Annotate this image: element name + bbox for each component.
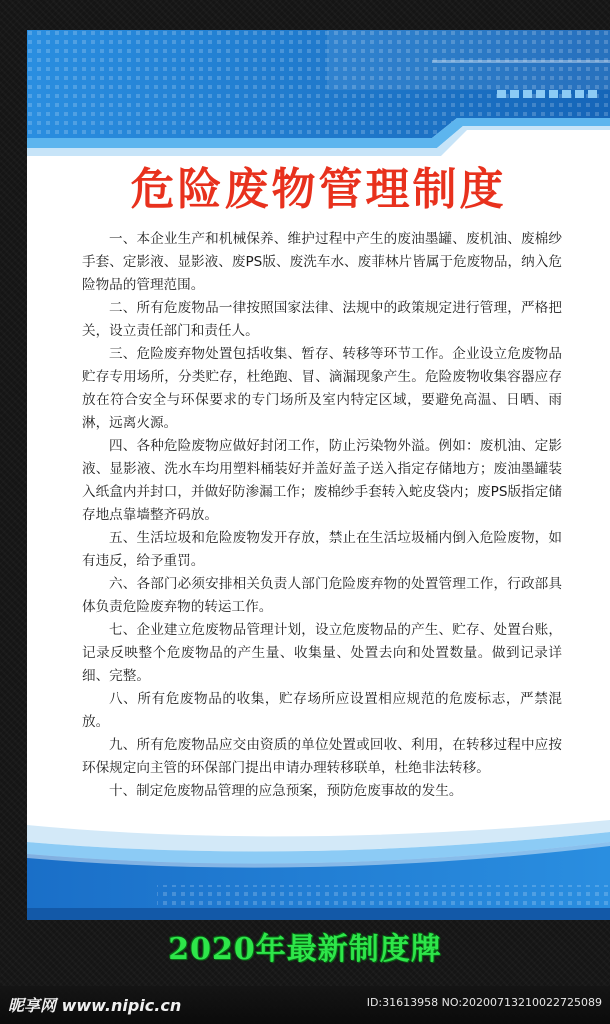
watermark-id: ID:31613958 NO:20200713210022725089 (366, 996, 602, 1009)
clause-item: 八、所有危废物品的收集，贮存场所应设置相应规范的危废标志，严禁混放。 (82, 691, 562, 730)
clause-item: 十、制定危废物品管理的应急预案，预防危废事故的发生。 (109, 783, 463, 799)
clause-item: 四、各种危险废物应做好封闭工作，防止污染物外溢。例如：废机油、定影液、显影液、洗水车均用塑料桶装好并盖好盖子送入指定存储地方；废油墨罐装入纸盒内并封口，并做好防渗漏工作；废棉纱手套转入蛇皮袋内；废PS版指定储存地点靠墙整齐码放。 (82, 438, 562, 523)
year-banner: 2020年最新制度牌 (168, 932, 442, 967)
clause-item: 七、企业建立危废物品管理计划，设立危废物品的产生、贮存、处置台账，记录反映整个危废物品的产生量、收集量、处置去向和处置数量。做到记录详细、完整。 (82, 622, 562, 684)
clause-item: 一、本企业生产和机械保养、维护过程中产生的废油墨罐、废机油、废棉纱手套、定影液、显影液、废PS版、废洗车水、废菲林片皆属于危废物品，纳入危险物品的管理范围。 (82, 231, 562, 293)
notice-board (27, 30, 610, 920)
watermark-brand: 昵享网 www.nipic.cn (8, 996, 182, 1015)
clause-item: 五、生活垃圾和危险废物发开存放，禁止在生活垃圾桶内倒入危险废物，如有违反，给予重罚。 (82, 530, 562, 569)
clause-item: 二、所有危废物品一律按照国家法律、法规中的政策规定进行管理，严格把关，设立责任部门和责任人。 (82, 300, 562, 339)
footer-decoration (27, 810, 610, 920)
clause-item: 六、各部门必须安排相关负责人部门危险废弃物的处置管理工作，行政部具体负责危险废弃物的转运工作。 (82, 576, 562, 615)
clause-item: 九、所有危废物品应交由资质的单位处置或回收、利用，在转移过程中应按环保规定向主管的环保部门提出申请办理转移联单，杜绝非法转移。 (82, 737, 562, 776)
header-decoration (27, 30, 610, 160)
clause-item: 三、危险废弃物处置包括收集、暂存、转移等环节工作。企业设立危废物品贮存专用场所，分类贮存，杜绝跑、冒、滴漏现象产生。危险废物收集容器应存放在符合安全与环保要求的专门场所及室内特定区域，要避免高温、日晒、雨淋，远离火源。 (82, 346, 562, 431)
page-title: 危险废物管理制度 (130, 164, 507, 215)
clause-list (82, 228, 562, 803)
watermark-bar (0, 986, 610, 1024)
